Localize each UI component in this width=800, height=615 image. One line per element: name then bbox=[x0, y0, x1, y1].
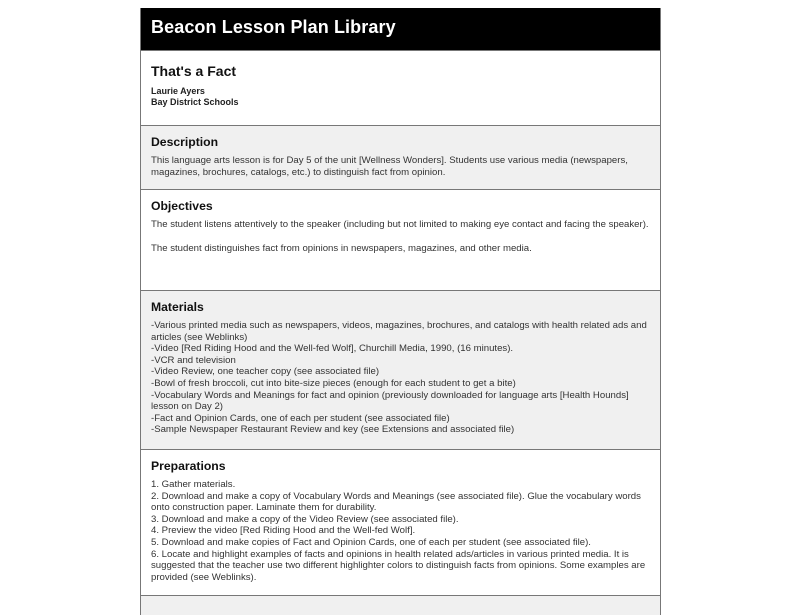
lesson-plan-page bbox=[140, 8, 661, 615]
site-title: Beacon Lesson Plan Library bbox=[151, 17, 396, 37]
preparations-section bbox=[141, 449, 660, 595]
materials-item: -Video Review, one teacher copy (see associated file) bbox=[151, 366, 380, 378]
preparation-step: 3. Download and make a copy of the Video Review (see associated file). bbox=[151, 513, 459, 525]
objectives-heading: Objectives bbox=[151, 199, 213, 213]
materials-item: -Fact and Opinion Cards, one of each per student (see associated file) bbox=[151, 412, 450, 424]
preparations-heading: Preparations bbox=[151, 459, 226, 473]
materials-item: -Bowl of fresh broccoli, cut into bite-size pieces (enough for each student to get a bite) bbox=[151, 377, 516, 389]
objective-item: The student distinguishes fact from opinions in newspapers, magazines, and other media. bbox=[151, 242, 532, 254]
materials-section bbox=[141, 290, 660, 449]
description-text: This language arts lesson is for Day 5 of the unit [Wellness Wonders]. Students use various media (newspapers, magazines, brochures, catalogs, etc.) to distinguish fact from opinion. bbox=[151, 155, 628, 178]
preparation-step: 1. Gather materials. bbox=[151, 479, 236, 490]
preparation-step: 4. Preview the video [Red Riding Hood and the Well-fed Wolf]. bbox=[151, 525, 416, 537]
materials-heading: Materials bbox=[151, 300, 204, 314]
next-section-partial bbox=[141, 595, 660, 615]
objective-item: The student listens attentively to the speaker (including but not limited to making eye contact and facing the speaker). bbox=[151, 219, 649, 230]
objectives-section bbox=[141, 189, 660, 290]
description-heading: Description bbox=[151, 135, 219, 149]
materials-item: -Video [Red Riding Hood and the Well-fed Wolf], Churchill Media, 1990, (16 minutes). bbox=[151, 343, 514, 355]
author-organization: Bay District Schools bbox=[151, 97, 239, 107]
materials-item: -Various printed media such as newspapers, videos, magazines, brochures, and catalogs with health related ads and articles (see Weblinks) bbox=[151, 320, 647, 343]
materials-item: -Vocabulary Words and Meanings for fact and opinion (previously downloaded for language arts [Health Hounds] lesson on Day 2) bbox=[151, 389, 629, 413]
preparation-step: 5. Download and make copies of Fact and Opinion Cards, one of each per student (see associated file). bbox=[151, 536, 591, 548]
materials-item: -VCR and television bbox=[151, 354, 236, 366]
materials-item: -Sample Newspaper Restaurant Review and key (see Extensions and associated file) bbox=[151, 424, 515, 436]
preparation-step: 2. Download and make a copy of Vocabulary Words and Meanings (see associated file). Glue the vocabulary words onto construction paper. Laminate them for durability. bbox=[151, 490, 641, 514]
description-section bbox=[141, 125, 660, 189]
lesson-title-section bbox=[141, 50, 660, 125]
site-header-banner bbox=[141, 8, 660, 50]
lesson-title: That's a Fact bbox=[151, 63, 237, 79]
preparation-step: 6. Locate and highlight examples of facts and opinions in health related ads/articles in various printed media. It is suggested that the teacher use two different highlighter colors to distinguish facts from opinions. Some examples are provided (see Weblinks). bbox=[151, 548, 646, 583]
author-name: Laurie Ayers bbox=[151, 86, 205, 96]
